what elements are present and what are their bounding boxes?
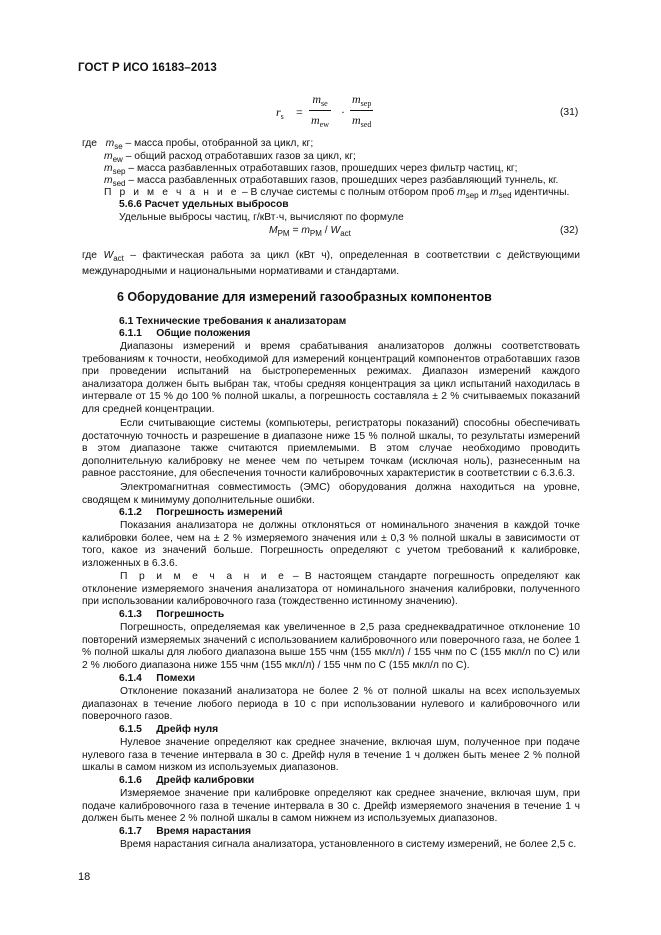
def-msed: $m_{sed}$ – масса разбавленных отработавших газов, прошедших через разбавляющий туннель, кг. (104, 175, 559, 188)
formula-31-frac2: $m_{sep}$ $m_{sed}$ (352, 92, 372, 129)
section-5-6-6-line: Удельные выбросы частиц, г/кВт·ч, вычисляют по формуле (119, 212, 404, 223)
formula-31-lhs: r (276, 105, 281, 119)
def-mew: $m_{ew}$ – общий расход отработавших газов за цикл, кг; (104, 151, 356, 164)
section-5-6-6-title: 5.6.6 Расчет удельных выбросов (119, 199, 289, 210)
page-number: 18 (78, 871, 91, 883)
section-6-1-3-p1: Погрешность, определяемая как увеличенное в 2,5 раза среднеквадратичное отклонение 10 повторений измеряемых значений с использованием калибровочного или поверочного газа, не более 1 % полной шкалы для любого диапазона выше 155 чнм (155 мкл/л) / 155 чнм по С (155 мкл/л по С) или 2 % любого диапазона ниже 155 чнм (155 мкл/л) / 155 чнм по С (155 мкл/л по С). (82, 622, 580, 671)
formula-32-number: (32) (560, 225, 579, 236)
section-6-1-title: 6.1 Технические требования к анализаторам (119, 316, 347, 327)
document-header: ГОСТ Р ИСО 16183–2013 (78, 62, 217, 74)
section-6-1-4-title: 6.1.4 Помехи (119, 673, 196, 684)
formula-31: $r_s$ = $m_{se}$ $m_{ew}$ · $m_{sep}$ $m_{sed}$ (276, 92, 372, 129)
formula-31-number: (31) (560, 107, 579, 118)
formula-31-eq: = (296, 105, 303, 119)
section-6-1-2-p1: Показания анализатора не должны отклоняться от номинального значения в каждой точке калибровки более, чем на ± 2 % измеряемого значения или ± 0,3 % полной шкалы в зависимости от того, какое из значений больше. Погрешность определяют с учетом требований к калибровке, изложенных в 6.3.6. (82, 520, 580, 569)
section-6-1-1-p1: Диапазоны измерений и время срабатывания анализаторов должны соответствовать требованиям к точности, необходимой для измерений концентраций компонентов отработавших газов при проведении испытаний на быстропеременных режимах. Диапазон измерений каждого анализатора должен быть выбран так, чтобы средняя концентрация за цикл испытаний находилась в интервале от 15 % до 100 % полной шкалы, а погрешность составляла ± 2 % считываемых показаний для средней концентрации. (82, 341, 580, 415)
section-6-1-1-p2: Если считывающие системы (компьютеры, регистраторы показаний) способны обеспечивать достаточную точность и разрешение в диапазоне ниже 15 % полной шкалы, то результаты измерений в этом диапазоне также считаются приемлемыми. В этом случае необходимо проводить дополнительную калибровку не менее чем по четырем точкам (исключая ноль), разнесенным на равное расстояние, для обеспечения точности калибровочных характеристик в соответствии с 6.3.6.3. (82, 418, 580, 480)
section-6-1-7-p1: Время нарастания сигнала анализатора, установленного в систему измерений, не более 2,5 с. (120, 839, 577, 850)
section-6-1-5-p1: Нулевое значение определяют как среднее значение, включая шум, полученное при подаче нулевого газа в течение интервала в 30 с. Дрейф нуля в течение 1 ч должен быть менее 2 % полной шкалы в самом низком из используемых диапазонов. (82, 737, 580, 774)
section-6-1-7-title: 6.1.7 Время нарастания (119, 826, 252, 837)
section-6-title: 6 Оборудование для измерений газообразных компонентов (117, 290, 492, 304)
section-6-1-3-title: 6.1.3 Погрешность (119, 609, 225, 620)
def-mse: где $m_{se}$ – масса пробы, отобранной за цикл, кг; (82, 138, 314, 151)
formula-31-frac1: $m_{se}$ $m_{ew}$ (311, 92, 329, 129)
note-full-sampling: П р и м е ч а н и е – В случае системы с полным отбором проб $m_{sep}$ и $m_{sed}$ идентичны. (104, 187, 570, 200)
section-6-1-2-note: П р и м е ч а н и е – В настоящем стандарте погрешность определяют как отклонение измеряемого значения анализатора от номинального значения калибровки, полученного при использовании калибровочного газа (тождественно истинному значению). (82, 571, 580, 608)
section-6-1-4-p1: Отклонение показаний анализатора не более 2 % от полной шкалы на всех используемых диапазонах в течение любого периода в 10 с при использовании нулевого и калибровочного или поверочного газов. (82, 686, 580, 723)
section-6-1-5-title: 6.1.5 Дрейф нуля (119, 724, 219, 735)
section-6-1-1-p3: Электромагнитная совместимость (ЭМС) оборудования должна находиться на уровне, сводящем к минимуму дополнительные ошибки. (82, 482, 580, 506)
section-6-1-1-title: 6.1.1 Общие положения (119, 328, 251, 339)
formula-32: $M_{PM} = m_{PM} / W_{act}$ (269, 225, 351, 238)
formula-31-dot: · (341, 105, 345, 119)
section-6-1-6-p1: Измеряемое значение при калибровке определяют как среднее значение, включая шум, при подаче калибровочного газа в течение интервала в 30 с. Дрейф измеряемого значения в течение 1 ч должен быть менее 2 % полной шкалы в самом нижнем из используемых диапазонов. (82, 788, 580, 825)
def-msep: $m_{sep}$ – масса разбавленных отработавших газов, прошедших через фильтр частиц, кг; (104, 163, 518, 176)
section-6-1-6-title: 6.1.6 Дрейф калибровки (119, 775, 255, 786)
def-wact: где $W_{act}$ – фактическая работа за цикл (кВт ч), определенная в соответствии с действующими международными и национальными нормативами и стандартами. (82, 250, 580, 277)
section-6-1-2-title: 6.1.2 Погрешность измерений (119, 507, 283, 518)
